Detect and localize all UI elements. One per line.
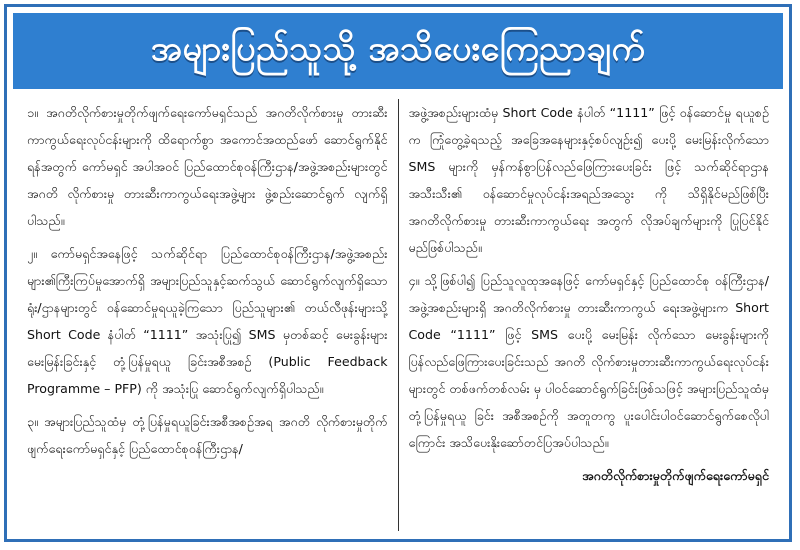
notice-title: အများပြည်သူသို့ အသိပေးကြေညာချက် bbox=[150, 28, 646, 69]
announcement-notice bbox=[4, 4, 792, 542]
right-column bbox=[399, 99, 780, 531]
body-columns bbox=[17, 99, 779, 531]
signature: အဂတိလိုက်စားမှုတိုက်ဖျက်ရေးကော်မရှင် bbox=[582, 468, 769, 483]
paragraph-3-start: ၃။ အများပြည်သူထံမှ တုံ့ပြန်မှုရယူခြင်းအစီအစဉ်အရ အဂတိ လိုက်စားမှုတိုက်ဖျက်ရေးကော်မရှင်နှင့် ပြည်ထောင်စုဝန်ကြီးဌာန/ bbox=[27, 414, 388, 456]
left-column bbox=[17, 99, 398, 531]
paragraph-2: ၂။ ကော်မရှင်အနေဖြင့် သက်ဆိုင်ရာ ပြည်ထောင်စုဝန်ကြီးဌာန/အဖွဲ့အစည်းများ၏ကြီးကြပ်မှုအောက်ရှိ အများပြည်သူနှင့်ဆက်သွယ် ဆောင်ရွက်လျက်ရှိသော ရုံး/ဌာနများတွင် ဝန်ဆောင်မှုရယူခဲ့ကြသော ပြည်သူများ၏ တယ်လီဖုန်းများသို့ Short Code နံပါတ် “1111” အသုံးပြု၍ SMS မှတစ်ဆင့် မေးခွန်းများမေးမြန်းခြင်းနှင့် တုံ့ပြန်မှုရယူ ခြင်းအစီအစဉ် (Public Feedback Programme – PFP) ကို အသုံးပြု ဆောင်ရွက်လျက်ရှိပါသည်။ bbox=[27, 246, 388, 396]
paragraph-3-continued: အဖွဲ့အစည်းများထံမှ Short Code နံပါတ် “1111” ဖြင့် ဝန်ဆောင်မှု ရယူစဉ်က ကြုံတွေ့ခဲ့ရသည့် အခြေအနေများနှင့်စပ်လျဉ်း၍ ပေးပို့ မေးမြန်းလိုက်သော SMS များကို မှန်ကန်စွာပြန်လည်ဖြေကြားပေးခြင်း ဖြင့် သက်ဆိုင်ရာဌာနအသီးသီး၏ ဝန်ဆောင်မှုလုပ်ငန်းအရည်အသွေး ကို သိရှိနိုင်မည်ဖြစ်ပြီး အဂတိလိုက်စားမှု တားဆီးကာကွယ်ရေး အတွက် လိုအပ်ချက်များကို ပြုပြင်နိုင်မည်ဖြစ်ပါသည်။ bbox=[408, 105, 769, 255]
paragraph-1: ၁။ အဂတိလိုက်စားမှုတိုက်ဖျက်ရေးကော်မရှင်သည် အဂတိလိုက်စားမှု တားဆီးကာကွယ်ရေးလုပ်ငန်းများကို ထိရောက်စွာ အကောင်အထည်ဖော် ဆောင်ရွက်နိုင်ရန်အတွက် ကော်မရှင် အပါအဝင် ပြည်ထောင်စုဝန်ကြီးဌာန/အဖွဲ့အစည်းများတွင် အဂတိ လိုက်စားမှု တားဆီးကာကွယ်ရေးအဖွဲ့များ ဖွဲ့စည်းဆောင်ရွက် လျက်ရှိပါသည်။ bbox=[27, 105, 388, 228]
title-banner bbox=[13, 13, 783, 89]
paragraph-4: ၄။ သို့ဖြစ်ပါ၍ ပြည်သူလူထုအနေဖြင့် ကော်မရှင်နှင့် ပြည်ထောင်စု ဝန်ကြီးဌာန/အဖွဲ့အစည်းများရှိ အဂတိလိုက်စားမှု တားဆီးကာကွယ် ရေးအဖွဲ့များက Short Code “1111” ဖြင့် SMS ပေးပို့ မေးမြန်း လိုက်သော မေးခွန်းများကို ပြန်လည်ဖြေကြားပေးခြင်းသည် အဂတိ လိုက်စားမှုတားဆီးကာကွယ်ရေးလုပ်ငန်းများတွင် တစ်ဖက်တစ်လမ်း မှ ပါဝင်ဆောင်ရွက်ခြင်းဖြစ်သဖြင့် အများပြည်သူထံမှ တုံ့ပြန်မှုရယူ ခြင်း အစီအစဉ်ကို အတူတကွ ပူးပေါင်းပါဝင်ဆောင်ရွက်စေလိုပါ ကြောင်း အသိပေးနိုးဆော်တင်ပြအပ်ပါသည်။ bbox=[408, 273, 769, 450]
